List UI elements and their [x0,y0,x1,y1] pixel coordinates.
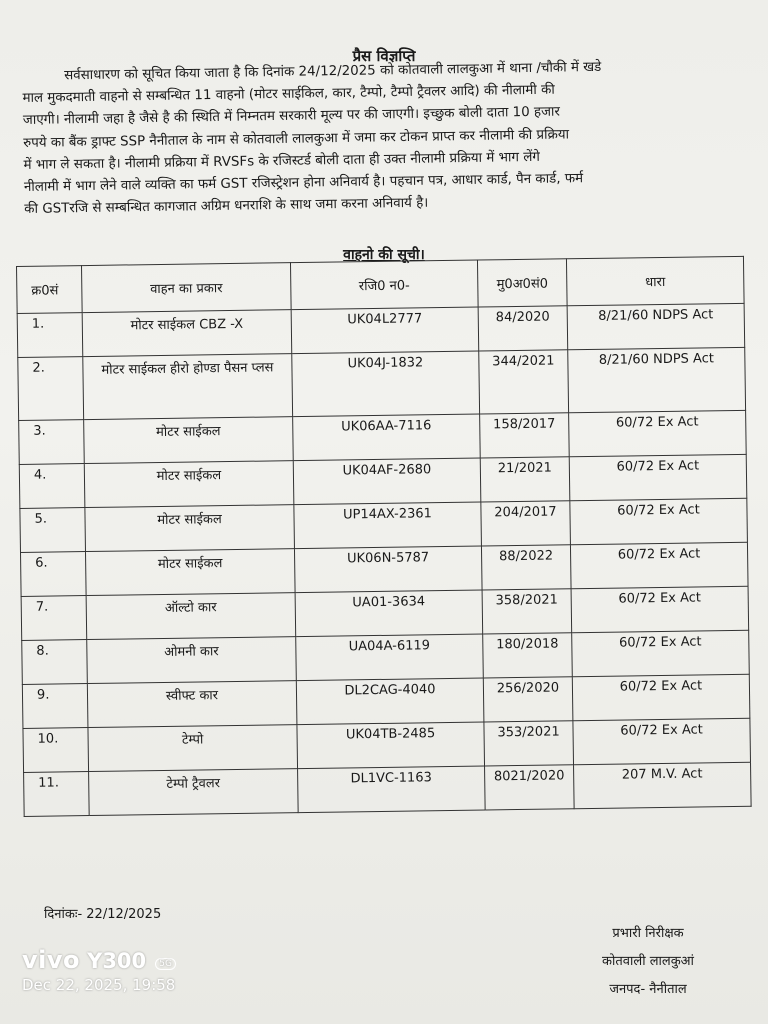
cell-section: 8/21/60 NDPS Act [568,347,746,412]
cell-serial-number: 3. [19,420,85,465]
cell-registration-number: DL1VC-1163 [298,766,486,813]
cell-case-number: 256/2020 [483,677,573,722]
watermark-model: Y300 [87,949,147,973]
cell-vehicle-type: मोटर साईकल [84,417,294,464]
cell-serial-number: 9. [22,684,88,729]
vehicle-list-title: वाहनो की सूची। [343,247,425,263]
cell-case-number: 158/2017 [480,413,570,458]
cell-registration-number: UK04TB-2485 [297,722,485,769]
paragraph-line: जाएगी। नीलामी जहा है जैसे है की स्थिति में निम्नतम सरकारी मूल्य पर की जाएगी। इच्छुक बोली दाता 10 हजार [22,104,561,129]
cell-serial-number: 6. [21,552,87,597]
cell-registration-number: DL2CAG-4040 [296,678,484,725]
notice-paragraph [22,55,698,221]
cell-vehicle-type: मोटर साईकल हीरो होण्डा पैसन प्लस [83,354,293,420]
cell-section: 60/72 Ex Act [573,718,751,764]
camera-watermark [22,946,176,994]
watermark-brand: vivo [22,946,81,974]
cell-case-number: 358/2021 [482,589,572,634]
paragraph-line: की GSTरजि से सम्बन्धित कागजात अग्रिम धनराशि के साथ जमा करना अनिवार्य है। [24,195,429,218]
cell-serial-number: 10. [23,728,89,773]
cell-case-number: 8021/2020 [485,765,575,810]
cell-case-number: 84/2020 [478,306,568,351]
cell-section: 8/21/60 NDPS Act [567,303,745,349]
cell-serial-number: 7. [21,596,87,641]
header-case-number: मु0अ0सं0 [477,259,567,307]
table-row [24,762,752,816]
watermark-5g-badge: 5G [155,958,176,970]
cell-case-number: 204/2017 [481,501,571,546]
cell-serial-number: 11. [24,772,90,817]
paragraph-line: नीलामी में भाग लेने वाले व्यक्ति का फर्म GST रजिस्ट्रेशन होना अनिवार्य है। पहचान पत्र, आधार कार्ड, पैन कार्ड, फर्म [23,171,584,195]
cell-section: 60/72 Ex Act [572,630,750,676]
notice-date: दिनांकः- 22/12/2025 [44,907,162,922]
cell-case-number: 353/2021 [484,721,574,766]
signatory-district: जनपद- नैनीताल [609,982,687,997]
signature-block [548,920,748,1004]
cell-registration-number: UK04L2777 [291,307,479,354]
cell-registration-number: UK04AF-2680 [293,458,481,505]
cell-registration-number: UA01-3634 [295,590,483,637]
header-registration-number: रजि0 न0- [290,260,478,310]
vehicle-table [16,256,752,817]
cell-section: 60/72 Ex Act [570,498,748,544]
header-section: धारा [566,256,744,305]
header-vehicle-type: वाहन का प्रकार [82,263,292,313]
cell-vehicle-type: मोटर साईकल [85,549,295,596]
cell-case-number: 88/2022 [481,545,571,590]
cell-registration-number: UK04J-1832 [292,351,480,417]
signatory-office: कोतवाली लालकुआं [602,954,694,969]
cell-serial-number: 5. [20,508,86,553]
cell-case-number: 180/2018 [483,633,573,678]
cell-section: 60/72 Ex Act [571,586,749,632]
header-serial-number: क्र0सं [17,266,83,314]
cell-registration-number: UK06AA-7116 [293,414,481,461]
paragraph-line: रुपये का बैंक ड्राफ्ट SSP नैनीताल के नाम से कोतवाली लालकुआ में जमा कर टोकन प्राप्त कर नीलामी की प्रक्रिया [23,127,570,151]
watermark-timestamp: Dec 22, 2025, 19:58 [22,976,176,994]
cell-vehicle-type: मोटर साईकल [85,505,295,552]
cell-registration-number: UK06N-5787 [294,546,482,593]
cell-vehicle-type: ऑल्टो कार [86,593,296,640]
cell-vehicle-type: मोटर साईकल CBZ -X [82,310,292,357]
cell-serial-number: 4. [19,464,85,509]
cell-serial-number: 1. [17,313,83,358]
table-row [18,347,746,420]
cell-section: 60/72 Ex Act [569,410,747,456]
paragraph-line: सर्वसाधारण को सूचित किया जाता है कि दिनांक 24/12/2025 को कोतवाली लालकुआ में थाना /चौकी में खडे [64,59,602,84]
cell-serial-number: 2. [18,357,84,421]
cell-section: 60/72 Ex Act [570,542,748,588]
vehicle-table-wrapper [16,257,715,817]
cell-case-number: 21/2021 [480,457,570,502]
cell-vehicle-type: स्वीफ्ट कार [87,681,297,728]
cell-vehicle-type: टेम्पो [88,725,298,772]
cell-registration-number: UP14AX-2361 [294,502,482,549]
cell-case-number: 344/2021 [479,350,569,414]
cell-section: 60/72 Ex Act [569,454,747,500]
paragraph-line: माल मुकदमाती वाहनो से सम्बन्धित 11 वाहनो (मोटर साईकिल, कार, टैम्पो, टैम्पो ट्रैवलर आदि) की नीलामी की [22,82,555,107]
cell-section: 60/72 Ex Act [572,674,750,720]
cell-vehicle-type: टेम्पो ट्रैवलर [89,769,299,816]
cell-registration-number: UA04A-6119 [296,634,484,681]
cell-serial-number: 8. [22,640,88,685]
signatory-designation: प्रभारी निरीक्षक [612,926,684,941]
cell-section: 207 M.V. Act [574,762,752,808]
cell-vehicle-type: मोटर साईकल [84,461,294,508]
paragraph-line: में भाग ले सकता है। नीलामी प्रक्रिया में RVSFs के रजिस्टर्ड बोली दाता ही उक्त नीलामी प्रक्रिया में भाग लेंगे [23,149,541,173]
cell-vehicle-type: ओमनी कार [87,637,297,684]
notice-title: प्रैस विज्ञप्ति [352,47,416,65]
